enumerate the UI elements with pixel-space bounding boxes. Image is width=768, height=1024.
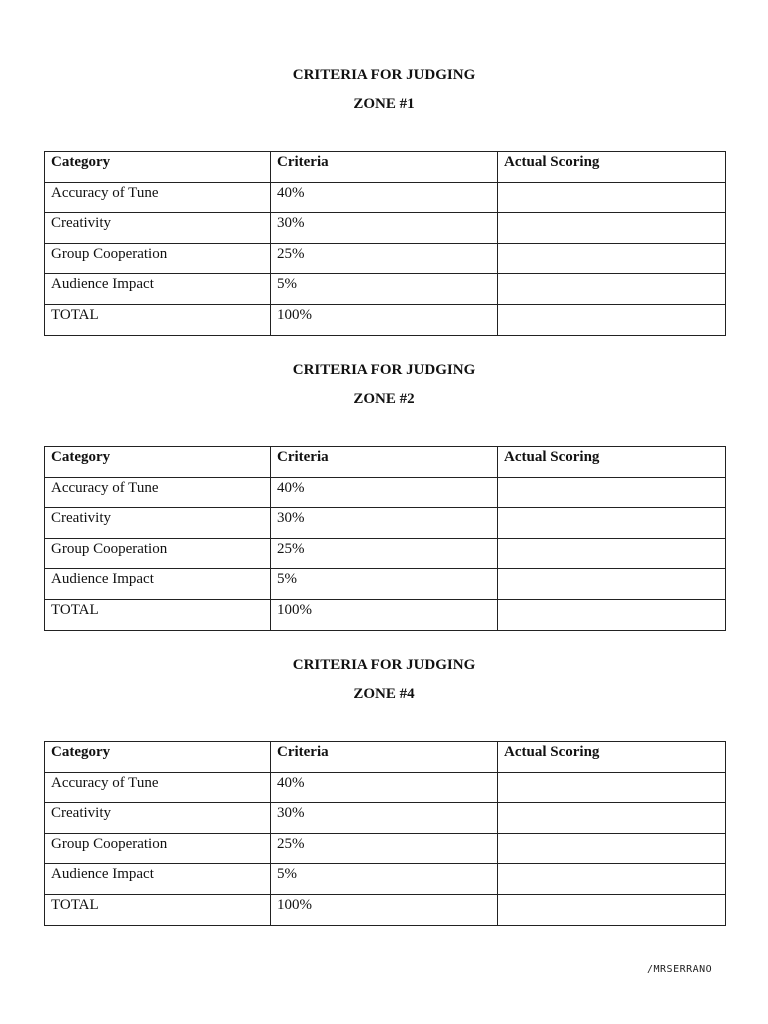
criteria-table <box>44 741 726 926</box>
criteria-table <box>44 446 726 631</box>
category-cell: Accuracy of Tune <box>45 477 271 508</box>
criteria-cell: 5% <box>271 274 498 305</box>
table-row <box>45 803 726 834</box>
category-cell: Group Cooperation <box>45 538 271 569</box>
actual-scoring-cell[interactable] <box>498 894 726 925</box>
category-cell: Audience Impact <box>45 569 271 600</box>
category-cell: Creativity <box>45 213 271 244</box>
header-actual-scoring: Actual Scoring <box>498 742 726 773</box>
category-cell: Accuracy of Tune <box>45 182 271 213</box>
category-cell: Group Cooperation <box>45 833 271 864</box>
header-criteria: Criteria <box>271 152 498 183</box>
actual-scoring-cell[interactable] <box>498 477 726 508</box>
criteria-cell: 5% <box>271 569 498 600</box>
header-criteria: Criteria <box>271 742 498 773</box>
actual-scoring-cell[interactable] <box>498 803 726 834</box>
header-actual-scoring: Actual Scoring <box>498 447 726 478</box>
criteria-cell: 40% <box>271 182 498 213</box>
actual-scoring-cell[interactable] <box>498 304 726 335</box>
criteria-cell: 40% <box>271 477 498 508</box>
section-title: CRITERIA FOR JUDGING <box>292 362 476 378</box>
table-row <box>45 274 726 305</box>
table-row <box>45 477 726 508</box>
category-cell: Audience Impact <box>45 274 271 305</box>
criteria-cell: 40% <box>271 772 498 803</box>
category-cell: Audience Impact <box>45 864 271 895</box>
header-category: Category <box>45 447 271 478</box>
criteria-cell: 30% <box>271 213 498 244</box>
criteria-cell: 30% <box>271 508 498 539</box>
actual-scoring-cell[interactable] <box>498 599 726 630</box>
table-row <box>45 182 726 213</box>
table-row <box>45 569 726 600</box>
criteria-cell: 30% <box>271 803 498 834</box>
zone-label: ZONE #1 <box>353 96 415 112</box>
zone-label: ZONE #4 <box>353 686 415 702</box>
header-criteria: Criteria <box>271 447 498 478</box>
section-title: CRITERIA FOR JUDGING <box>292 657 476 673</box>
actual-scoring-cell[interactable] <box>498 182 726 213</box>
table-header-row <box>45 152 726 183</box>
header-actual-scoring: Actual Scoring <box>498 152 726 183</box>
criteria-cell: 100% <box>271 304 498 335</box>
criteria-table <box>44 151 726 336</box>
criteria-cell: 100% <box>271 599 498 630</box>
actual-scoring-cell[interactable] <box>498 213 726 244</box>
actual-scoring-cell[interactable] <box>498 538 726 569</box>
category-cell: TOTAL <box>45 599 271 630</box>
table-row-total <box>45 304 726 335</box>
category-cell: Group Cooperation <box>45 243 271 274</box>
header-category: Category <box>45 742 271 773</box>
category-cell: Creativity <box>45 508 271 539</box>
actual-scoring-cell[interactable] <box>498 833 726 864</box>
criteria-cell: 25% <box>271 243 498 274</box>
criteria-cell: 25% <box>271 833 498 864</box>
category-cell: Accuracy of Tune <box>45 772 271 803</box>
category-cell: TOTAL <box>45 894 271 925</box>
table-row <box>45 864 726 895</box>
footer-signature: /MRSERRANO <box>647 964 713 975</box>
table-row <box>45 243 726 274</box>
actual-scoring-cell[interactable] <box>498 569 726 600</box>
table-row-total <box>45 599 726 630</box>
table-header-row <box>45 742 726 773</box>
category-cell: Creativity <box>45 803 271 834</box>
section-title: CRITERIA FOR JUDGING <box>292 67 476 83</box>
actual-scoring-cell[interactable] <box>498 243 726 274</box>
zone-label: ZONE #2 <box>353 391 415 407</box>
table-row <box>45 213 726 244</box>
criteria-cell: 25% <box>271 538 498 569</box>
table-row <box>45 833 726 864</box>
category-cell: TOTAL <box>45 304 271 335</box>
table-row-total <box>45 894 726 925</box>
actual-scoring-cell[interactable] <box>498 772 726 803</box>
table-header-row <box>45 447 726 478</box>
table-row <box>45 772 726 803</box>
criteria-cell: 100% <box>271 894 498 925</box>
actual-scoring-cell[interactable] <box>498 508 726 539</box>
table-row <box>45 538 726 569</box>
table-row <box>45 508 726 539</box>
criteria-cell: 5% <box>271 864 498 895</box>
actual-scoring-cell[interactable] <box>498 864 726 895</box>
header-category: Category <box>45 152 271 183</box>
actual-scoring-cell[interactable] <box>498 274 726 305</box>
